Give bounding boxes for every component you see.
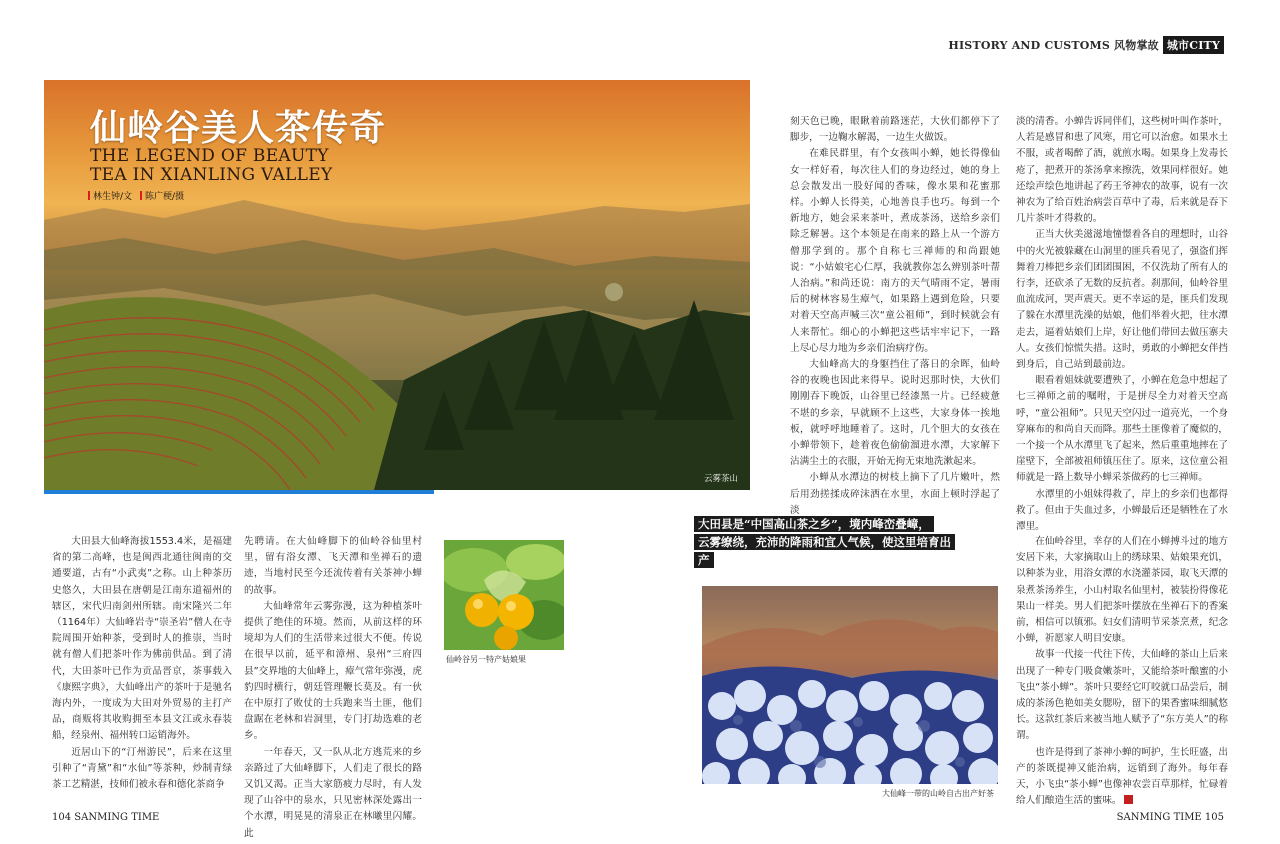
pull-quote	[694, 515, 964, 569]
fruit-caption: 仙岭谷另一特产姑娘果	[446, 655, 526, 664]
paragraph: 在仙岭谷里，幸存的人们在小蝉搏斗过的地方安居下来，大家摘取山上的绣球果、姑娘果充饥，以种茶为业，用浴女潭的水浇灌茶园，取飞天潭的泉煮茶汤养生，小山村取名仙里村，被装扮得像花果山一样美。男人们把茶叶摆放在坐禅石下的香案前，相信可以镇邪。妇女们清明节采茶烹煮，纪念小蝉，祈愿家人明目安康。	[1016, 536, 1228, 645]
paragraph: 眼看着姐妹就要遭殃了，小蝉在危急中想起了七三禅师之前的嘱咐，于是拼尽全力对着天空高呼，“童公祖师”。只见天空闪过一道亮光，一个身穿麻布的和尚自天而降。那些土匪像着了魔似的，一个接一个从水潭里飞了起来，然后重重地摔在了崖壁下，全部被祖师镇压住了。原来，这位童公祖师就是一路上数导小蝉采茶做药的七三禅师。	[1016, 375, 1228, 484]
text-column-2	[244, 534, 422, 842]
title-en-line2: TEA IN XIANLING VALLEY	[90, 165, 333, 185]
paragraph	[1016, 745, 1228, 810]
photographer-credit	[140, 189, 184, 202]
text-column-3	[790, 114, 1000, 519]
frost-caption: 大仙峰一带的山岭自古出产好茶	[882, 789, 994, 798]
article-title-cn: 仙岭谷美人茶传奇	[90, 107, 387, 149]
paragraph: 先聘请。在大仙峰脚下的仙岭谷仙里村里，留有浴女潭、飞天潭和坐禅石的遗迹，当地村民至今还流传着有关茶神小蝉的故事。	[244, 536, 422, 596]
frost-forest-photo	[702, 586, 998, 784]
author-credit	[88, 189, 132, 202]
text-column-1	[52, 534, 232, 793]
quote-line2: 云雾缭绕，充沛的降雨和宜人气候，使这里培育出产	[694, 534, 955, 568]
hero-accent-bar	[44, 490, 434, 494]
paragraph: 刻天色已晚，眼瞅着前路迷茫，大伙们都停下了脚步，一边鞠水解渴，一边生火做饭。	[790, 116, 1000, 144]
text-column-4	[1016, 114, 1228, 535]
paragraph: 淡的清香。小蝉告诉同伴们，这些树叶叫作茶叶，人若是感冒和患了风寒，用它可以治愈。如果水土不服，或者喝醉了酒，就煎水喝。如果身上发毒长疮了，把煮开的茶汤拿来擦洗，效果同样很好。她还绘声绘色地讲起了药王爷神农的故事，说有一次神农为了给百姓治病尝百草中了毒，后来就是吞下几片茶叶才得救的。	[1016, 116, 1228, 225]
section-header	[948, 36, 1224, 54]
quote-line1: 大田县是“中国高山茶之乡”，境内峰峦叠嶂，	[694, 516, 934, 532]
golden-berry-illustration	[444, 540, 564, 650]
paragraph: 故事一代接一代往下传，大仙峰的茶山上后来出现了一种专门吸食嫩茶叶，又能给茶叶酿蜜的小飞虫“茶小蝉”。茶叶只要经它叮咬就口品尝后，制成的茶汤色艳如美女腮吩，留下的果香蜜味细腻悠长。这款红茶后来被当地人赋予了“东方美人”的称谓。	[1016, 649, 1228, 742]
text-column-5	[1016, 534, 1228, 809]
page-number-left: 104 SANMING TIME	[52, 812, 160, 823]
hero-caption: 云雾茶山	[704, 474, 739, 484]
city-badge: 城市CITY	[1163, 36, 1224, 54]
paragraph: 大田县大仙峰海拔1553.4米，是福建省的第二高峰，也是闽西北通往闽南的交通要道，古有“小武夷”之称。山上种茶历史悠久，大田县在唐朝是江南东道福州的辖区，宋代归南剑州所辖。南宋隆兴二年（1164年）大仙峰岩寺“崇圣岩”僧人在寺院周围开始种茶，受到时人的推崇，当时就有僧人们把茶叶作为佛前供品。到了清代，大田茶叶已作为贡品晋京，茶事载入《康熙字典》，大仙峰出产的茶叶于是驰名海内外，一度成为大田对外贸易的主打产品，商贩将其收购拥至本县文江或永春装船，经泉州、福州转口运销海外。	[52, 536, 232, 742]
section-cn: 风物掌故	[1114, 39, 1159, 52]
paragraph: 水潭里的小姐妹得救了，岸上的乡亲们也都得救了。但由于失血过多，小蝉最后还是牺牲在了水潭里。	[1016, 488, 1228, 533]
end-mark-icon	[1124, 795, 1133, 804]
title-en-line1: THE LEGEND OF BEAUTY	[90, 146, 329, 166]
fruit-photo	[444, 540, 564, 650]
paragraph: 大仙峰高大的身躯挡住了落日的余晖，仙岭谷的夜晚也因此来得早。说时迟那时快，大伙们刚刚吞下晚饭，山谷里已经漆黑一片。已经疲惫不堪的乡亲，早就顾不上这些，大家身体一挨地板，就呼呼地睡着了。这时，几个胆大的女孩在小蝉带领下，趁着夜色偷偷溜进水潭，大家解下沾满尘土的衣服，开始无拘无束地洗漱起来。	[790, 359, 1000, 468]
section-en: HISTORY AND CUSTOMS	[948, 38, 1111, 52]
author: 林生钟/文	[93, 192, 133, 202]
paragraph: 小蝉从水潭边的树枝上摘下了几片嫩叶，然后用劲搓揉成碎沫洒在水里，水面上顿时浮起了淡	[790, 472, 1000, 516]
paragraph: 在难民群里，有个女孩叫小蝉，她长得像仙女一样好看，每次往人们的身边经过，她的身上总会散发出一股好闻的香味，像水果和花蜜那样。小蝉人长得美，心地善良手也巧。每到一个新地方，她会采来茶叶，煮成茶汤，送给乡亲们除乏解暑。这个本领是在南来的路上从一个游方僧那学到的。那个自称七三禅师的和尚跟她说：“小姑娘宅心仁厚，我就教你怎么辨别茶叶帮人治病。”和尚还说：南方的天气晴雨不定，暑雨后的树林容易生瘴气，如果路上遇到危险，只要对着天空高声喊三次“童公祖师”，到时候就会有人来帮忙。细心的小蝉把这些话牢牢记下，一路上尽心尽力地为乡亲们治病疗伤。	[790, 148, 1000, 354]
article-title-en	[90, 147, 332, 185]
paragraph: 近居山下的“汀州游民”，后来在这里引种了“青黛”和“水仙”等茶种，炒制青绿茶工艺精湛，技师们被永春和德化茶商争	[52, 746, 232, 791]
page-number-right: SANMING TIME 105	[1116, 812, 1224, 823]
frosted-mountain-illustration	[702, 586, 998, 784]
paragraph: 一年春天，又一队从北方逃荒来的乡亲路过了大仙峰脚下，人们走了很长的路又饥又渴。正当大家筋疲力尽时，有人发现了山谷中的泉水，只见密林深处露出一个水潭，明晃晃的清泉正在林曦里闪耀。此	[244, 746, 422, 839]
paragraph: 正当大伙美滋滋地憧憬着各自的理想时，山谷中的火光被躲藏在山洞里的匪兵看见了，强盗们挥舞着刀棒把乡亲们团团围困，不仅洗劫了所有人的行李，还砍杀了无数的反抗者。刹那间，仙岭谷里血流成河，哭声震天。更不幸运的是，匪兵们发现了躲在水潭里洗澡的姑娘，他们举着火把，往水潭走去，逼着姑娘们上岸，好让他们带回去做压寨夫人。女孩们惊慌失措。这时，勇敢的小蝉把女伴挡到身后，自己站到最前边。	[1016, 229, 1228, 371]
byline	[88, 189, 184, 202]
paragraph-text: 也许是得到了茶神小蝉的呵护，生长旺盛，出产的茶既提神又能治病，远销到了海外。每年春天，小飞虫“茶小蝉”也像神农尝百草那样，忙碌着给人们酿造生活的蜜味。	[1016, 746, 1228, 807]
photographer: 陈广梗/摄	[145, 192, 185, 202]
paragraph: 大仙峰常年云雾弥漫，这为种植茶叶提供了绝佳的环境。然而，从前这样的环境却为人们的生活带来过很大不便。传说在很早以前，延平和漳州、泉州“三府四县”交界地的大仙峰上，瘴气常年弥漫，虎豹四时横行，朝廷管理鞭长莫及。有一伙在中原打了败仗的士兵跑来当土匪，他们盘踞在老林和岩洞里，专门打劫选难的老乡。	[244, 600, 422, 742]
